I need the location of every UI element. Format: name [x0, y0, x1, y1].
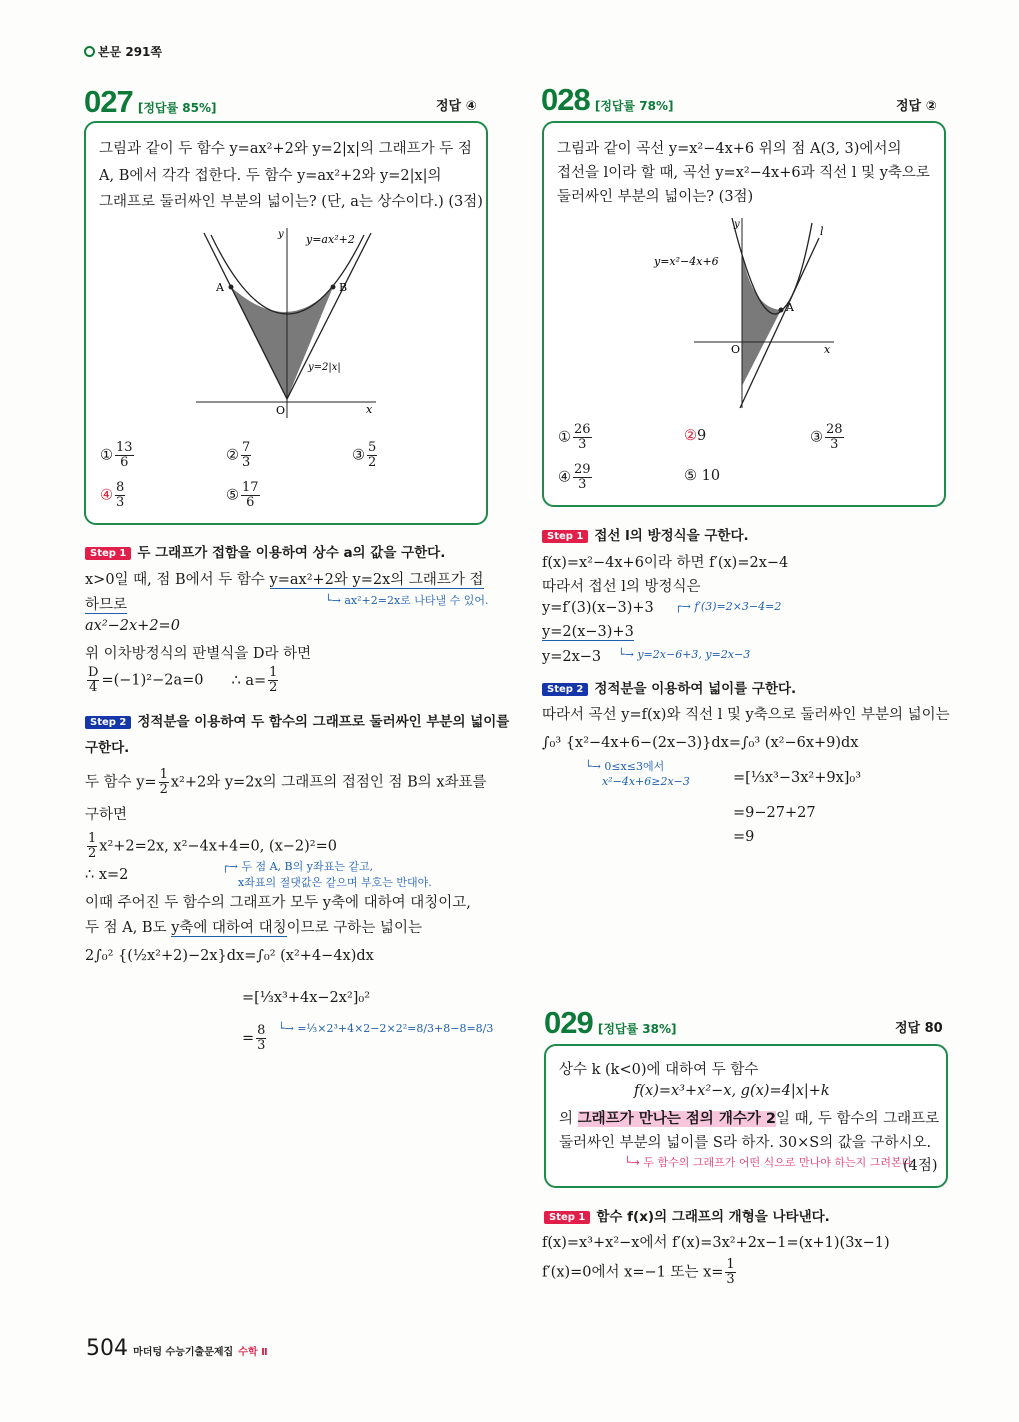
solution-line: =[⅓x³−3x²+9x]₀³	[733, 770, 862, 786]
book-title: 마더텅 수능기출문제집	[133, 1347, 234, 1358]
question-line: 접선을 l이라 할 때, 곡선 y=x²−4x+6과 직선 l 및 y축으로	[557, 165, 930, 181]
line-label: y=2|x|	[308, 362, 341, 373]
solution-line: 따라서 곡선 y=f(x)와 직선 l 및 y축으로 둘러싸인 부분의 넓이는	[542, 707, 950, 723]
choice-3[interactable]: ③ $\frac{28}{3}$	[810, 422, 843, 452]
check-mark-icon: ②	[684, 428, 697, 444]
choice-1[interactable]: ① $\frac{13}{6}$	[100, 440, 133, 470]
solution-line: =[⅓x³+4x−2x²]₀²	[242, 990, 371, 1006]
question-line: 그래프로 둘러싸인 부분의 넓이는? (단, a는 상수이다.) (3점)	[99, 194, 483, 210]
problem-028-header: 028 [정답률 78%]	[541, 82, 674, 117]
origin-label: O	[731, 343, 741, 356]
solution-line: 이때 주어진 두 함수의 그래프가 모두 y축에 대하여 대칭이고,	[85, 895, 471, 911]
solution-line: 2∫₀² {(½x²+2)−2x}dx=∫₀² (x²+4−4x)dx	[85, 948, 374, 964]
answer-label: 정답 ②	[896, 99, 937, 114]
step1-heading: Step 1 접선 l의 방정식을 구한다.	[542, 524, 749, 544]
annotation: ┌→ f′(3)=2×3−4=2	[675, 600, 782, 613]
solution-line: x>0일 때, 점 B에서 두 함수 y=ax²+2와 y=2x의 그래프가 접	[85, 572, 484, 588]
problem-028-box	[542, 121, 946, 507]
solution-line: y=f′(3)(x−3)+3	[542, 600, 654, 616]
question-line: 의 그래프가 만나는 점의 개수가 2일 때, 두 함수의 그래프로	[559, 1111, 940, 1127]
points: (4점)	[903, 1158, 938, 1174]
footer	[86, 1336, 268, 1361]
step2-heading: Step 2 정적분을 이용하여 두 함수의 그래프로 둘러싸인 부분의 넓이를	[85, 710, 509, 730]
choice-2[interactable]: ②9	[684, 428, 707, 444]
problem-027-header	[84, 84, 216, 120]
x-label: x	[824, 343, 831, 356]
curve-label: y=ax²+2	[306, 233, 355, 246]
question-line: 둘러싸인 부분의 넓이를 S라 하자. 30×S의 값을 구하시오.	[559, 1135, 932, 1151]
annotation: └→ =⅓×2³+4×2−2×2²=8/3+8−8=8/3	[278, 1022, 494, 1035]
origin-label: O	[276, 404, 286, 417]
problem-027-box	[84, 121, 488, 525]
question-line: 그림과 같이 두 함수 y=ax²+2와 y=2|x|의 그래프가 두 점	[99, 141, 472, 157]
annotation: └→ y=2x−6+3, y=2x−3	[618, 648, 751, 661]
highlight: 그래프가 만나는 점의 개수가 2	[577, 1111, 776, 1127]
choice-4[interactable]: ④ $\frac{29}{3}$	[558, 462, 591, 492]
solution-line: ∫₀³ {x²−4x+6−(2x−3)}dx=∫₀³ (x²−6x+9)dx	[542, 735, 859, 751]
annotation: ┌→ 두 점 A, B의 y좌표는 같고,	[222, 860, 374, 873]
choice-4[interactable]: ④ $\frac{8}{3}$	[100, 480, 125, 510]
y-label: y	[734, 219, 740, 230]
choice-1[interactable]: ① $\frac{26}{3}$	[558, 422, 591, 452]
solution-line: $\frac{D}{4}$ =(−1)²−2a=0 ∴ a= $\frac{1}{2}$	[88, 665, 278, 695]
choice-5[interactable]: ⑤ $\frac{17}{6}$	[226, 480, 259, 510]
solution-line: f(x)=x²−4x+6이라 하면 f′(x)=2x−4	[542, 555, 789, 571]
solution-line: f(x)=x³+x²−x에서 f′(x)=3x²+2x−1=(x+1)(3x−1)	[542, 1235, 890, 1251]
shaded-region	[231, 287, 333, 399]
choice-5[interactable]: ⑤ 10	[684, 468, 721, 484]
page-reference	[84, 43, 162, 60]
problem-029-header: 029 [정답률 38%]	[544, 1005, 677, 1040]
choice-2[interactable]: ② $\frac{7}{3}$	[226, 440, 251, 470]
solution-line: =9	[733, 829, 755, 845]
annotation: x²−4x+6≥2x−3	[602, 775, 690, 788]
choice-3[interactable]: ③ $\frac{5}{2}$	[352, 440, 377, 470]
solution-line: =9−27+27	[733, 805, 816, 821]
step1-heading: Step 1 함수 f(x)의 그래프의 개형을 나타낸다.	[544, 1205, 830, 1225]
solution-line: 두 점 A, B도 y축에 대하여 대칭이므로 구하는 넓이는	[85, 920, 422, 936]
graph-027	[186, 223, 386, 423]
line-l-label: l	[820, 225, 824, 238]
solution-line: 위 이차방정식의 판별식을 D라 하면	[85, 646, 312, 662]
annotation: └→ ax²+2=2x로 나타낼 수 있어.	[325, 594, 489, 607]
question-line: A, B에서 각각 접한다. 두 함수 y=ax²+2와 y=2|x|의	[99, 168, 442, 184]
annotation: └→ 0≤x≤3에서	[585, 760, 665, 773]
graph-028	[644, 213, 844, 413]
question-line: 상수 k (k<0)에 대하여 두 함수	[559, 1062, 759, 1078]
solution-line: 구하면	[85, 807, 128, 823]
solution-line: 두 함수 y= $\frac{1}{2}$ x²+2와 y=2x의 그래프의 접점인 점 B의 x좌표를	[85, 767, 487, 797]
question-line: 둘러싸인 부분의 넓이는? (3점)	[557, 189, 754, 205]
curve-label: y=x²−4x+6	[654, 255, 719, 268]
point-b-label: B	[339, 281, 348, 294]
step1-heading: Step 1 두 그래프가 접함을 이용하여 상수 a의 값을 구한다.	[85, 541, 445, 561]
step2-heading: Step 2 정적분을 이용하여 넓이를 구한다.	[542, 677, 796, 697]
answer-label: 정답 ④	[436, 99, 477, 114]
problem-number: 027	[84, 84, 133, 119]
solution-line: ax²−2x+2=0	[85, 618, 180, 634]
page-number: 504	[86, 1336, 128, 1361]
subject: 수학 Ⅱ	[238, 1347, 268, 1358]
circle-icon	[84, 46, 95, 57]
point-a-label: A	[786, 301, 794, 314]
point-a-label: A	[216, 281, 224, 294]
solution-line: $\frac{1}{2}$ x²+2=2x, x²−4x+4=0, (x−2)²=0	[88, 831, 337, 861]
check-mark-icon: ④	[100, 487, 113, 504]
step2-heading-cont: 구한다.	[85, 740, 130, 756]
y-label: y	[278, 229, 284, 240]
solution-line: = $\frac{8}{3}$	[242, 1023, 266, 1053]
solution-line: ∴ x=2	[85, 867, 129, 883]
correct-rate: [정답률 85%]	[137, 101, 217, 115]
solution-line: 하므로	[85, 597, 128, 613]
solution-line: y=2(x−3)+3	[542, 624, 634, 640]
solution-line: y=2x−3	[542, 649, 602, 665]
question-line: f(x)=x³+x²−x, g(x)=4|x|+k	[634, 1083, 830, 1099]
ref-text: 본문 291쪽	[98, 45, 163, 59]
solution-line: 따라서 접선 l의 방정식은	[542, 579, 701, 595]
problem-029-box	[544, 1044, 948, 1188]
answer-label: 정답 80	[895, 1021, 943, 1036]
x-label: x	[366, 403, 373, 416]
annotation: x좌표의 절댓값은 같으며 부호는 반대야.	[238, 876, 432, 889]
solution-line: f′(x)=0에서 x=−1 또는 x= $\frac{1}{3}$	[542, 1257, 735, 1287]
question-line: 그림과 같이 곡선 y=x²−4x+6 위의 점 A(3, 3)에서의	[557, 141, 902, 157]
annotation: └→ 두 함수의 그래프가 어떤 식으로 만나야 하는지 그려본다.	[624, 1156, 916, 1169]
